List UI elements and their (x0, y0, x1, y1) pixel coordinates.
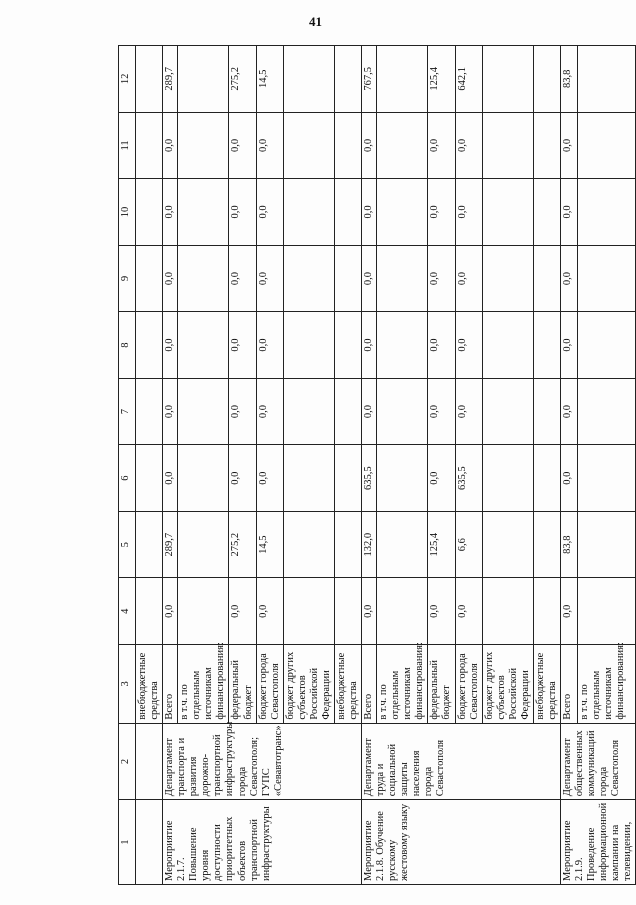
value-cell (482, 578, 533, 645)
value-cell: 635,5 (455, 445, 482, 512)
source-cell: Всего (163, 645, 178, 724)
value-cell (178, 179, 229, 246)
value-cell: 275,2 (229, 511, 256, 578)
page-number: 41 (309, 14, 322, 29)
value-cell (377, 179, 428, 246)
value-cell: 83,8 (561, 511, 578, 578)
table-row (561, 46, 578, 885)
value-cell: 0,0 (163, 112, 178, 179)
value-cell: 125,4 (428, 511, 455, 578)
value-cell: 0,0 (455, 245, 482, 312)
value-cell (533, 578, 560, 645)
value-cell: 0,0 (163, 578, 178, 645)
value-cell (533, 112, 560, 179)
value-cell: 0,0 (428, 112, 455, 179)
value-cell (283, 245, 334, 312)
value-cell (482, 112, 533, 179)
value-cell: 0,0 (256, 245, 283, 312)
value-cell (283, 378, 334, 445)
value-cell (578, 245, 636, 312)
value-cell: 0,0 (455, 179, 482, 246)
value-cell: 0,0 (428, 179, 455, 246)
value-cell: 0,0 (428, 312, 455, 379)
measure-title-cell: Мероприятие 2.1.9. Проведение информационной кампании на телевидении, (561, 800, 636, 885)
value-cell: 83,8 (561, 46, 578, 113)
value-cell (377, 511, 428, 578)
value-cell (482, 511, 533, 578)
value-cell: 0,0 (455, 378, 482, 445)
value-cell (533, 179, 560, 246)
col-header: 10 (119, 179, 136, 246)
executor-cell: Департамент труда и социальной защиты населения города Севастополя (362, 723, 561, 800)
value-cell (377, 112, 428, 179)
source-cell: Всего (561, 645, 578, 724)
value-cell (334, 245, 361, 312)
value-cell (377, 378, 428, 445)
value-cell: 0,0 (229, 179, 256, 246)
source-cell: внебюджетные средства (334, 645, 361, 724)
col-header: 7 (119, 378, 136, 445)
value-cell: 289,7 (163, 511, 178, 578)
value-cell (283, 179, 334, 246)
source-cell: бюджет города Севастополя (256, 645, 283, 724)
value-cell (334, 578, 361, 645)
col-header: 12 (119, 46, 136, 113)
value-cell: 0,0 (229, 245, 256, 312)
value-cell: 275,2 (229, 46, 256, 113)
value-cell: 0,0 (256, 445, 283, 512)
col-header: 1 (119, 800, 136, 885)
value-cell: 0,0 (256, 312, 283, 379)
value-cell: 0,0 (229, 578, 256, 645)
col-header: 4 (119, 578, 136, 645)
value-cell (482, 312, 533, 379)
source-cell: в т.ч. по отдельным источникам финансирования: (578, 645, 636, 724)
source-cell: бюджет других субъектов Российской Федерации (283, 645, 334, 724)
value-cell: 14,5 (256, 46, 283, 113)
value-cell: 0,0 (561, 179, 578, 246)
value-cell (578, 445, 636, 512)
value-cell: 132,0 (362, 511, 377, 578)
value-cell (533, 378, 560, 445)
value-cell: 0,0 (229, 112, 256, 179)
value-cell: 0,0 (561, 112, 578, 179)
value-cell: 0,0 (362, 245, 377, 312)
value-cell (178, 578, 229, 645)
value-cell: 0,0 (256, 578, 283, 645)
table-row (136, 46, 163, 885)
value-cell: 0,0 (561, 578, 578, 645)
value-cell (377, 578, 428, 645)
source-cell: федеральный бюджет (428, 645, 455, 724)
measure-title-cell: Мероприятие 2.1.8. Обучение русскому жестовому языку (362, 800, 561, 885)
empty-cell (136, 723, 163, 800)
value-cell (578, 112, 636, 179)
value-cell: 0,0 (256, 378, 283, 445)
value-cell: 0,0 (561, 245, 578, 312)
value-cell: 0,0 (163, 445, 178, 512)
value-cell: 767,5 (362, 46, 377, 113)
value-cell (578, 179, 636, 246)
col-header: 3 (119, 645, 136, 724)
value-cell: 635,5 (362, 445, 377, 512)
col-header: 6 (119, 445, 136, 512)
value-cell: 0,0 (561, 312, 578, 379)
value-cell (377, 46, 428, 113)
value-cell (283, 511, 334, 578)
table-row (362, 46, 377, 885)
value-cell (334, 112, 361, 179)
value-cell (533, 245, 560, 312)
table-row (163, 46, 178, 885)
value-cell (482, 378, 533, 445)
value-cell (178, 245, 229, 312)
value-cell (283, 445, 334, 512)
value-cell: 642,1 (455, 46, 482, 113)
value-cell (334, 445, 361, 512)
value-cell (482, 445, 533, 512)
col-header: 8 (119, 312, 136, 379)
value-cell (578, 312, 636, 379)
value-cell (334, 312, 361, 379)
value-cell (578, 511, 636, 578)
value-cell (178, 312, 229, 379)
value-cell: 0,0 (362, 179, 377, 246)
value-cell (178, 445, 229, 512)
value-cell: 125,4 (428, 46, 455, 113)
value-cell (178, 46, 229, 113)
col-header: 5 (119, 511, 136, 578)
empty-cell (136, 800, 163, 885)
value-cell (482, 179, 533, 246)
value-cell: 6,6 (455, 511, 482, 578)
budget-table (118, 45, 636, 885)
value-cell (377, 312, 428, 379)
source-cell: Всего (362, 645, 377, 724)
col-header: 9 (119, 245, 136, 312)
value-cell: 0,0 (229, 312, 256, 379)
value-cell: 0,0 (229, 445, 256, 512)
value-cell: 0,0 (428, 578, 455, 645)
value-cell (334, 511, 361, 578)
value-cell: 0,0 (455, 578, 482, 645)
value-cell: 0,0 (362, 578, 377, 645)
rotated-table-wrapper (118, 45, 634, 885)
value-cell (377, 245, 428, 312)
col-header: 2 (119, 723, 136, 800)
value-cell: 0,0 (561, 445, 578, 512)
value-cell: 0,0 (163, 245, 178, 312)
value-cell (283, 112, 334, 179)
value-cell: 0,0 (455, 312, 482, 379)
value-cell: 14,5 (256, 511, 283, 578)
value-cell (578, 46, 636, 113)
value-cell (283, 578, 334, 645)
value-cell (578, 378, 636, 445)
value-cell: 0,0 (362, 312, 377, 379)
value-cell (334, 378, 361, 445)
value-cell: 0,0 (163, 179, 178, 246)
value-cell: 0,0 (561, 378, 578, 445)
header-row (119, 46, 136, 885)
value-cell (178, 378, 229, 445)
value-cell: 0,0 (163, 378, 178, 445)
value-cell: 0,0 (256, 179, 283, 246)
source-cell: в т.ч. по отдельным источникам финансирования: (178, 645, 229, 724)
executor-cell: Департамент транспорта и развития дорожно-транспортной инфраструктуры города Севастополя; ГУПС «Севавтотранс» (163, 723, 362, 800)
source-cell: федеральный бюджет (229, 645, 256, 724)
value-cell: 0,0 (428, 245, 455, 312)
value-cell (334, 46, 361, 113)
executor-cell: Департамент общественных коммуникаций города Севастополя (561, 723, 636, 800)
source-cell: бюджет города Севастополя (455, 645, 482, 724)
value-cell: 0,0 (229, 378, 256, 445)
value-cell: 0,0 (163, 312, 178, 379)
value-cell (334, 179, 361, 246)
value-cell (482, 46, 533, 113)
value-cell (533, 46, 560, 113)
measure-title-cell: Мероприятие 2.1.7. Повышение уровня доступности приоритетных объектов транспортной инфраструктуры (163, 800, 362, 885)
value-cell (283, 46, 334, 113)
value-cell (482, 245, 533, 312)
value-cell (533, 511, 560, 578)
value-cell (533, 312, 560, 379)
value-cell: 0,0 (362, 378, 377, 445)
value-cell: 0,0 (428, 378, 455, 445)
value-cell (178, 511, 229, 578)
value-cell (178, 112, 229, 179)
value-cell: 0,0 (428, 445, 455, 512)
value-cell (578, 578, 636, 645)
value-cell (283, 312, 334, 379)
value-cell (377, 445, 428, 512)
source-cell: внебюджетные средства (136, 645, 163, 724)
value-cell: 0,0 (362, 112, 377, 179)
source-cell: внебюджетные средства (533, 645, 560, 724)
value-cell: 0,0 (256, 112, 283, 179)
value-cell (533, 445, 560, 512)
source-cell: в т.ч. по отдельным источникам финансирования: (377, 645, 428, 724)
value-cell: 0,0 (455, 112, 482, 179)
value-cell: 289,7 (163, 46, 178, 113)
col-header: 11 (119, 112, 136, 179)
source-cell: бюджет других субъектов Российской Федерации (482, 645, 533, 724)
